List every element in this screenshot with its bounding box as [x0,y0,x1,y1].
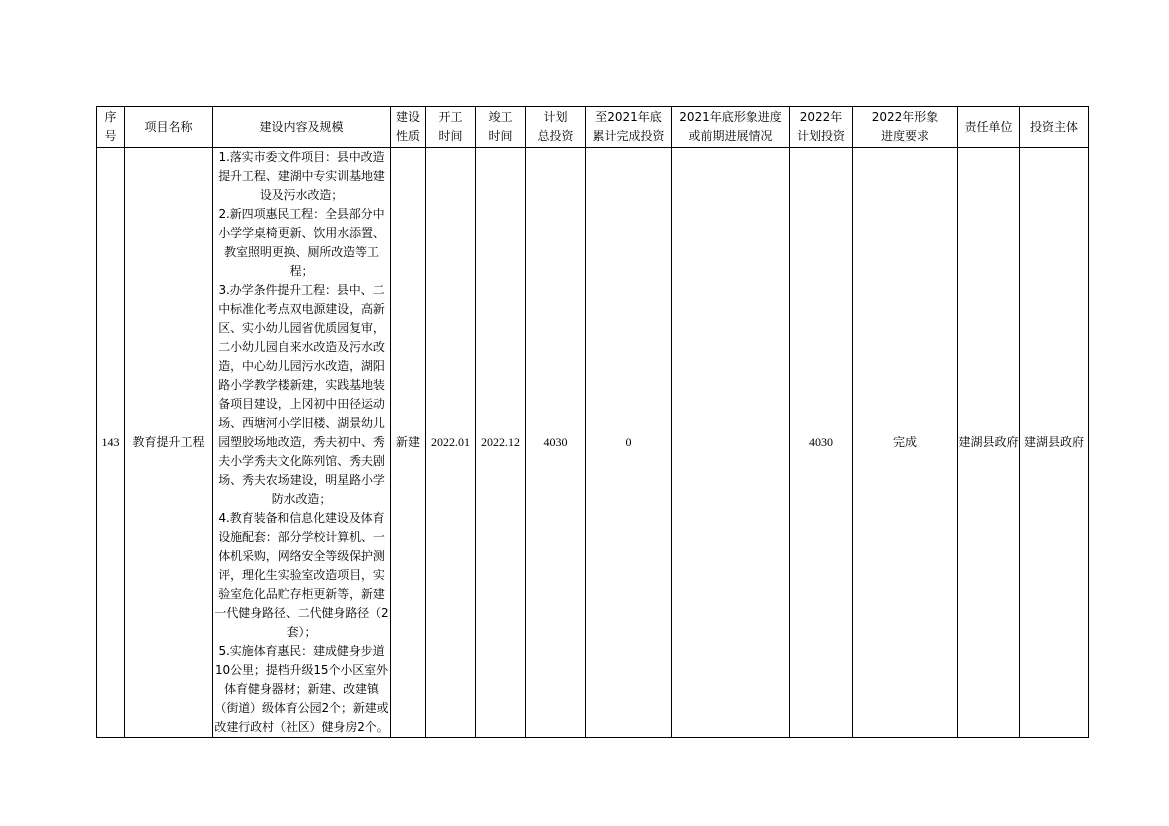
cell-plan-2022: 4030 [790,148,853,738]
table-body [97,148,1089,738]
cell-requirement-2022: 完成 [853,148,958,738]
header-completed-2021: 至2021年底 累计完成投资 [586,107,672,148]
header-total-investment: 计划 总投资 [526,107,586,148]
header-no: 序 号 [97,107,125,148]
header-start: 开工 时间 [426,107,476,148]
table-row [97,148,1089,738]
cell-content: 1.落实市委文件项目：县中改造提升工程、建湖中专实训基地建设及污水改造； 2.新四项惠民工程：全县部分中小学学桌椅更新、饮用水添置、教室照明更换、厕所改造等工程； 3.办学条件提升工程：县中、二中标准化考点双电源建设，高新区、实小幼儿园省优质园复审，二小幼儿园自来水改造及污水改造，中心幼儿园污水改造，湖阳路小学教学楼新建，实践基地装备项目建设，上冈初中田径运动场、西塘河小学旧楼、湖景幼儿园塑胶场地改造，秀夫初中、秀夫小学秀夫文化陈列馆、秀夫剧场、秀夫农场建设，明星路小学防水改造； 4.教育装备和信息化建设及体育设施配套：部分学校计算机、一体机采购，网络安全等级保护测评，理化生实验室改造项目，实验室危化品贮存柜更新等，新建一代健身路径、二代健身路径（2套）； 5.实施体育惠民：建成健身步道10公里；提档升级15个小区室外体育健身器材；新建、改建镇（街道）级体育公园2个；新建或改建行政村（社区）健身房2个。 [213,148,391,738]
project-table [96,106,1089,738]
cell-start: 2022.01 [426,148,476,738]
cell-nature: 新建 [391,148,426,738]
cell-end: 2022.12 [476,148,526,738]
header-end: 竣工 时间 [476,107,526,148]
cell-investor: 建湖县政府 [1020,148,1089,738]
cell-progress-2021 [672,148,790,738]
cell-responsible: 建湖县政府 [958,148,1020,738]
header-name: 项目名称 [125,107,213,148]
header-content: 建设内容及规模 [213,107,391,148]
header-investor: 投资主体 [1020,107,1089,148]
cell-name: 教育提升工程 [125,148,213,738]
cell-no: 143 [97,148,125,738]
header-responsible: 责任单位 [958,107,1020,148]
header-progress-2021: 2021年底形象进度 或前期进展情况 [672,107,790,148]
cell-total-investment: 4030 [526,148,586,738]
header-nature: 建设 性质 [391,107,426,148]
table-header [97,107,1089,148]
cell-completed-2021: 0 [586,148,672,738]
header-requirement-2022: 2022年形象 进度要求 [853,107,958,148]
header-row [97,107,1089,148]
header-plan-2022: 2022年 计划投资 [790,107,853,148]
